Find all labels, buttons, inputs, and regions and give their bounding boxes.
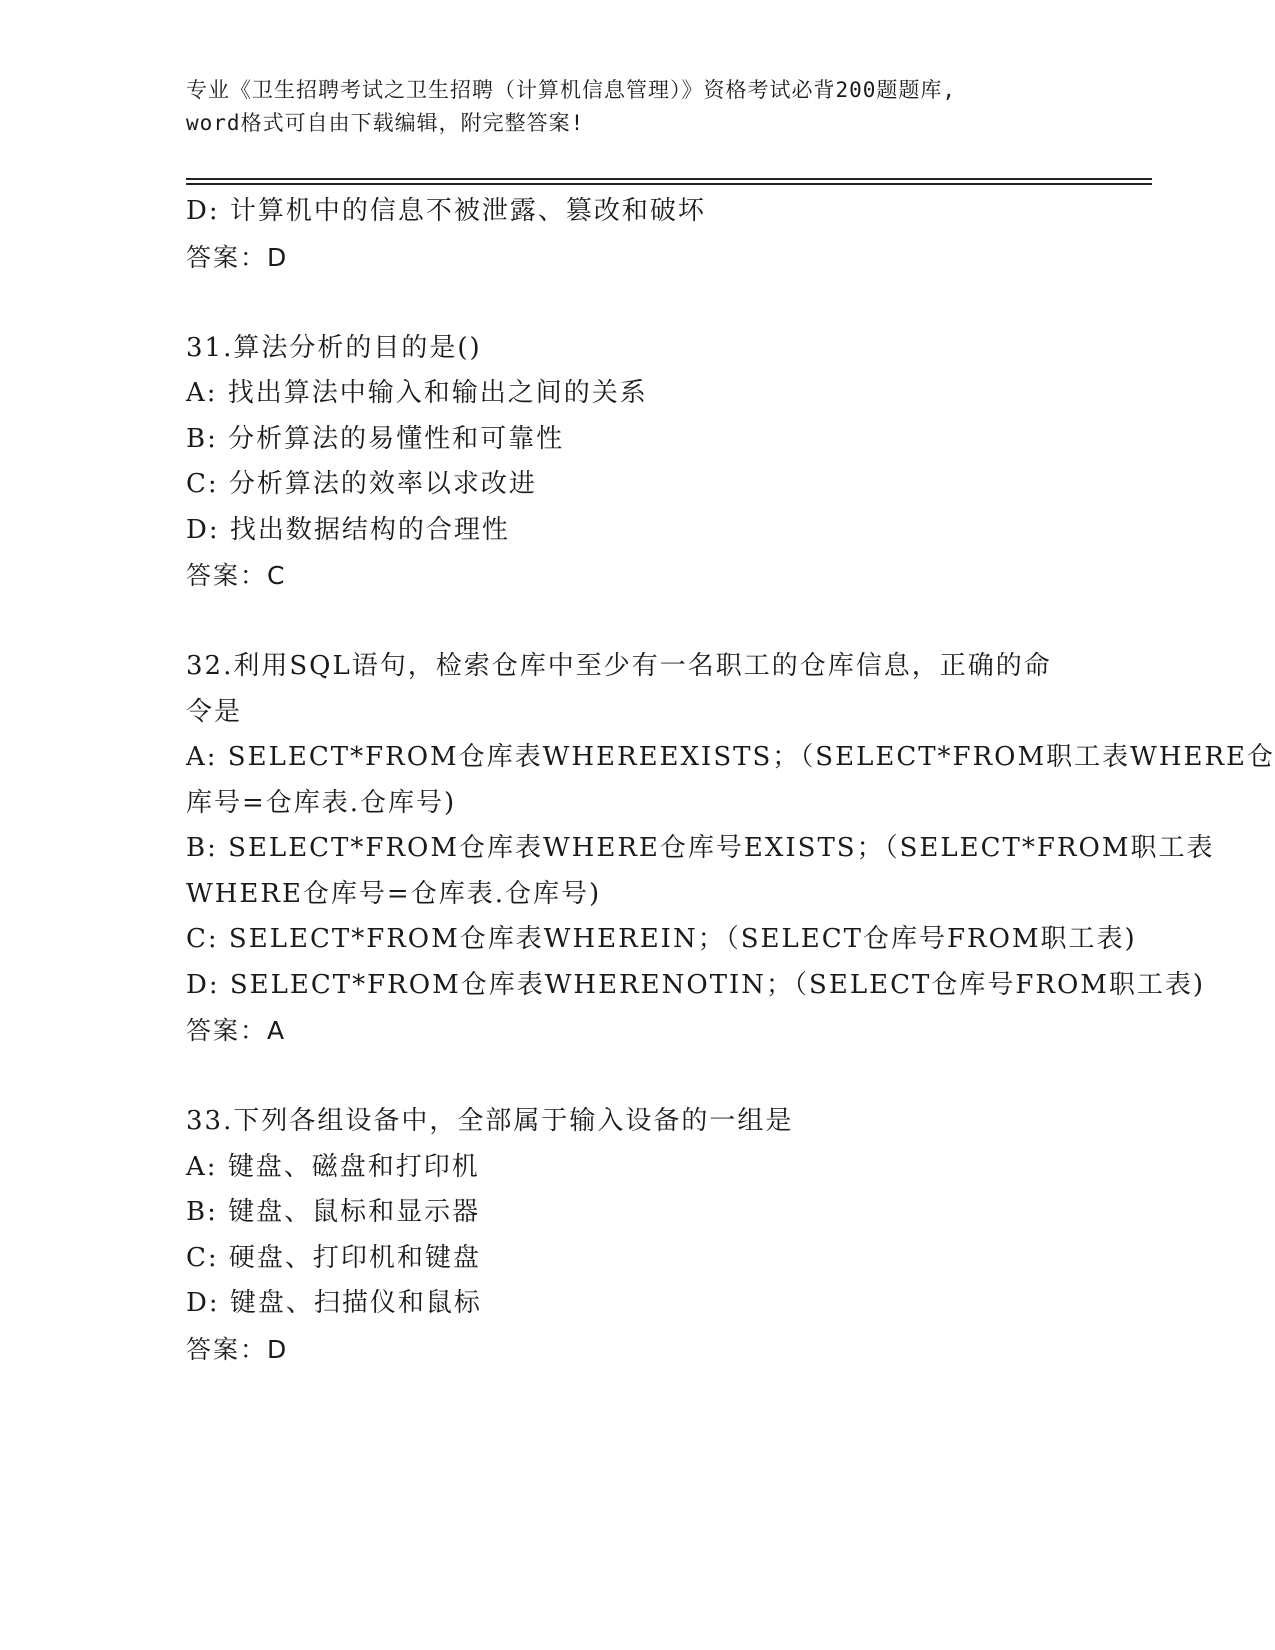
spacer xyxy=(186,599,1186,645)
answer-line: 答案：D xyxy=(186,1334,289,1364)
answer-line: 答案：C xyxy=(186,561,287,590)
option-b: B: 键盘、鼠标和显示器 xyxy=(186,1197,481,1227)
option-d: D: 计算机中的信息不被泄露、篡改和破坏 xyxy=(186,196,706,226)
spacer xyxy=(186,1054,1186,1100)
option-b-continued: WHERE仓库号=仓库表.仓库号) xyxy=(186,878,602,909)
option-a: A: 键盘、磁盘和打印机 xyxy=(186,1151,480,1182)
header-title-line-2: word格式可自由下载编辑，附完整答案! xyxy=(186,111,585,135)
option-d: D: 键盘、扫描仪和鼠标 xyxy=(186,1288,482,1318)
option-a: A: SELECT*FROM仓库表WHEREEXISTS；（SELECT*FROM职工表WHERE仓 xyxy=(186,742,1275,772)
question-stem: 32.利用SQL语句，检索仓库中至少有一名职工的仓库信息，正确的命 xyxy=(186,651,1052,681)
option-b: B: SELECT*FROM仓库表WHERE仓库号EXISTS；（SELECT*FROM职工表 xyxy=(186,833,1215,863)
option-d: D: SELECT*FROM仓库表WHERENOTIN；（SELECT仓库号FROM职工表) xyxy=(186,969,1206,1000)
question-31 xyxy=(186,326,1186,599)
question-32 xyxy=(186,644,1275,1054)
option-c: C: 硬盘、打印机和键盘 xyxy=(186,1242,481,1273)
spacer xyxy=(186,280,1186,326)
question-content xyxy=(186,189,1275,1372)
answer-line: 答案：D xyxy=(186,242,289,272)
option-c: C: SELECT*FROM仓库表WHEREIN；（SELECT仓库号FROM职工表) xyxy=(186,924,1137,954)
document-header xyxy=(186,74,1086,140)
header-title-line-1: 专业《卫生招聘考试之卫生招聘（计算机信息管理）》资格考试必背200题题库, xyxy=(186,78,957,102)
option-b: B: 分析算法的易懂性和可靠性 xyxy=(186,423,565,454)
option-d: D: 找出数据结构的合理性 xyxy=(186,514,510,545)
option-a: A: 找出算法中输入和输出之间的关系 xyxy=(186,378,648,408)
question-stem: 31.算法分析的目的是() xyxy=(186,332,482,363)
question-stem-continued: 令是 xyxy=(186,696,243,727)
previous-question-tail xyxy=(186,189,1186,280)
answer-line: 答案：A xyxy=(186,1016,287,1045)
header-divider-bottom xyxy=(186,183,1152,185)
option-a-continued: 库号=仓库表.仓库号) xyxy=(186,787,457,818)
header-divider-top xyxy=(186,178,1152,180)
question-33 xyxy=(186,1099,1186,1372)
option-c: C: 分析算法的效率以求改进 xyxy=(186,469,537,499)
question-stem: 33.下列各组设备中，全部属于输入设备的一组是 xyxy=(186,1106,794,1136)
